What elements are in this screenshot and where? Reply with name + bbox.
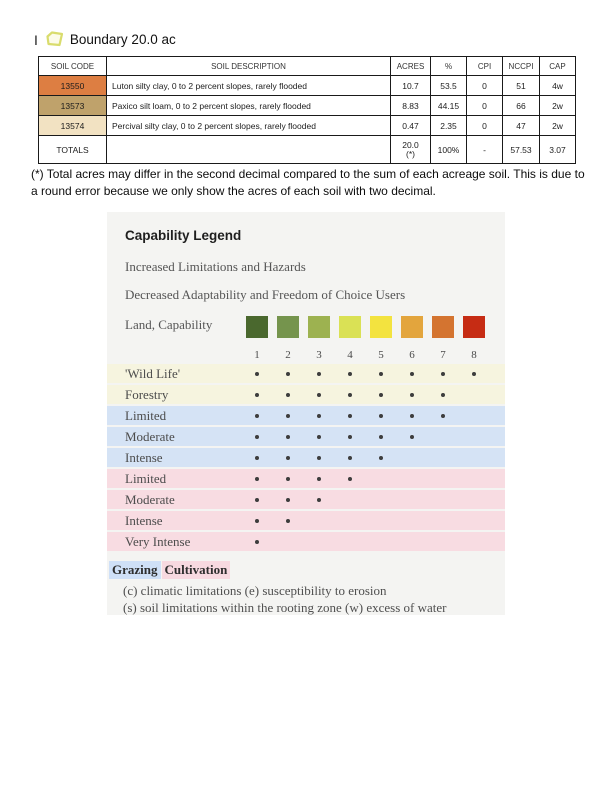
totals-row xyxy=(39,136,576,164)
legend-row-label: Intense xyxy=(125,513,163,528)
value-cell: 66 xyxy=(503,96,540,116)
dot-marker xyxy=(255,435,259,439)
legend-note-climatic: (c) climatic limitations (e) susceptibility to erosion xyxy=(123,583,387,598)
soil-table xyxy=(38,56,576,164)
legend-row xyxy=(107,406,505,425)
dot-marker xyxy=(410,372,414,376)
dot-marker xyxy=(348,414,352,418)
dot-marker xyxy=(379,372,383,376)
value-cell: 8.83 xyxy=(391,96,431,116)
totals-cap-cell: 3.07 xyxy=(540,136,576,164)
capability-class-swatch xyxy=(432,316,454,338)
legend-row xyxy=(107,385,505,404)
totals-nccpi-cell: 57.53 xyxy=(503,136,540,164)
dot-marker xyxy=(379,393,383,397)
value-cell: 2w xyxy=(540,116,576,136)
dot-marker xyxy=(317,477,321,481)
capability-class-numbers xyxy=(246,345,485,363)
totals-percent-cell: 100% xyxy=(431,136,467,164)
column-header: SOIL CODE xyxy=(39,57,107,76)
legend-note-soil: (s) soil limitations within the rooting zone (w) excess of water xyxy=(123,600,447,615)
dot-marker xyxy=(441,393,445,397)
dot-marker xyxy=(255,498,259,502)
dot-marker xyxy=(255,372,259,376)
dot-marker xyxy=(317,393,321,397)
dot-marker xyxy=(348,456,352,460)
totals-acres-cell xyxy=(391,136,431,164)
totals-cpi-cell: - xyxy=(467,136,503,164)
soil-description-cell: Paxico silt loam, 0 to 2 percent slopes, rarely flooded xyxy=(107,96,391,116)
grazing-cultivation-key xyxy=(109,562,230,578)
grazing-key-chip: Grazing xyxy=(109,561,161,579)
land-capability-label: Land, Capability xyxy=(125,317,213,332)
soil-code-cell: 13574 xyxy=(39,116,107,136)
dot-marker xyxy=(441,372,445,376)
dot-marker xyxy=(255,540,259,544)
capability-class-number: 8 xyxy=(471,349,477,361)
dot-marker xyxy=(348,372,352,376)
column-header: NCCPI xyxy=(503,57,540,76)
dot-marker xyxy=(472,372,476,376)
totals-label-cell: TOTALS xyxy=(39,136,107,164)
value-cell: 0 xyxy=(467,96,503,116)
soil-description-cell: Luton silty clay, 0 to 2 percent slopes, rarely flooded xyxy=(107,76,391,96)
dot-marker xyxy=(410,435,414,439)
legend-row-label: Limited xyxy=(125,408,167,423)
dot-marker xyxy=(255,414,259,418)
legend-row xyxy=(107,427,505,446)
capability-class-swatch xyxy=(339,316,361,338)
capability-class-number: 2 xyxy=(285,349,291,361)
value-cell: 10.7 xyxy=(391,76,431,96)
dot-marker xyxy=(255,519,259,523)
value-cell: 2w xyxy=(540,96,576,116)
legend-row-label: Limited xyxy=(125,471,167,486)
capability-class-number: 4 xyxy=(347,349,353,361)
dot-marker xyxy=(286,372,290,376)
dot-marker xyxy=(286,498,290,502)
text-cursor: I xyxy=(34,31,38,48)
legend-row-label: Moderate xyxy=(125,429,175,444)
capability-class-swatch xyxy=(277,316,299,338)
legend-row xyxy=(107,490,505,509)
boundary-header xyxy=(34,31,176,48)
legend-row xyxy=(107,448,505,467)
value-cell: 44.15 xyxy=(431,96,467,116)
legend-hazards-line: Increased Limitations and Hazards xyxy=(125,259,306,274)
legend-row-label: Intense xyxy=(125,450,163,465)
capability-matrix xyxy=(107,364,505,553)
legend-title: Capability Legend xyxy=(125,228,242,243)
value-cell: 47 xyxy=(503,116,540,136)
dot-marker xyxy=(286,456,290,460)
dot-marker xyxy=(410,414,414,418)
legend-row-label: Moderate xyxy=(125,492,175,507)
totals-acres-value: 20.0(*) xyxy=(402,139,419,159)
soil-description-cell: Percival silty clay, 0 to 2 percent slopes, rarely flooded xyxy=(107,116,391,136)
capability-class-number: 1 xyxy=(254,349,260,361)
legend-row-label: 'Wild Life' xyxy=(125,366,181,381)
legend-row-label: Very Intense xyxy=(125,534,191,549)
soil-code-cell: 13573 xyxy=(39,96,107,116)
value-cell: 53.5 xyxy=(431,76,467,96)
dot-marker xyxy=(379,456,383,460)
dot-marker xyxy=(379,435,383,439)
dot-marker xyxy=(286,477,290,481)
dot-marker xyxy=(410,393,414,397)
capability-class-number: 3 xyxy=(316,349,322,361)
totals-empty-cell xyxy=(107,136,391,164)
capability-class-number: 7 xyxy=(440,349,446,361)
dot-marker xyxy=(317,456,321,460)
soil-table-row xyxy=(39,76,576,96)
cultivation-key-chip: Cultivation xyxy=(162,561,231,579)
capability-class-number: 6 xyxy=(409,349,415,361)
dot-marker xyxy=(286,519,290,523)
value-cell: 2.35 xyxy=(431,116,467,136)
dot-marker xyxy=(441,414,445,418)
value-cell: 0.47 xyxy=(391,116,431,136)
field-boundary-icon xyxy=(45,31,65,48)
column-header: SOIL DESCRIPTION xyxy=(107,57,391,76)
soil-table-row xyxy=(39,116,576,136)
legend-adaptability-line: Decreased Adaptability and Freedom of Choice Users xyxy=(125,287,406,302)
column-header: CAP xyxy=(540,57,576,76)
dot-marker xyxy=(286,414,290,418)
capability-color-scale xyxy=(246,316,485,343)
soil-code-cell: 13550 xyxy=(39,76,107,96)
value-cell: 0 xyxy=(467,76,503,96)
capability-class-swatch xyxy=(308,316,330,338)
legend-row-label: Forestry xyxy=(125,387,169,402)
column-header: CPI xyxy=(467,57,503,76)
capability-class-swatch xyxy=(370,316,392,338)
dot-marker xyxy=(348,393,352,397)
dot-marker xyxy=(286,435,290,439)
dot-marker xyxy=(286,393,290,397)
value-cell: 51 xyxy=(503,76,540,96)
capability-legend-panel xyxy=(107,212,505,615)
legend-row xyxy=(107,511,505,530)
value-cell: 0 xyxy=(467,116,503,136)
capability-class-swatch xyxy=(463,316,485,338)
capability-class-swatch xyxy=(246,316,268,338)
dot-marker xyxy=(317,435,321,439)
dot-marker xyxy=(317,414,321,418)
dot-marker xyxy=(379,414,383,418)
table-header-row xyxy=(39,57,576,76)
dot-marker xyxy=(317,498,321,502)
dot-marker xyxy=(348,435,352,439)
value-cell: 4w xyxy=(540,76,576,96)
dot-marker xyxy=(348,477,352,481)
legend-row xyxy=(107,364,505,383)
soil-table-row xyxy=(39,96,576,116)
dot-marker xyxy=(255,393,259,397)
legend-row xyxy=(107,532,505,551)
column-header: ACRES xyxy=(391,57,431,76)
boundary-title: Boundary 20.0 ac xyxy=(69,32,176,47)
column-header: % xyxy=(431,57,467,76)
dot-marker xyxy=(255,477,259,481)
dot-marker xyxy=(255,456,259,460)
acreage-footnote: (*) Total acres may differ in the second decimal compared to the sum of each acreage soil. This is due to a round error because we only show the acres of each soil with two decimal. xyxy=(31,167,585,198)
dot-marker xyxy=(317,372,321,376)
capability-class-swatch xyxy=(401,316,423,338)
capability-class-number: 5 xyxy=(378,349,384,361)
legend-row xyxy=(107,469,505,488)
